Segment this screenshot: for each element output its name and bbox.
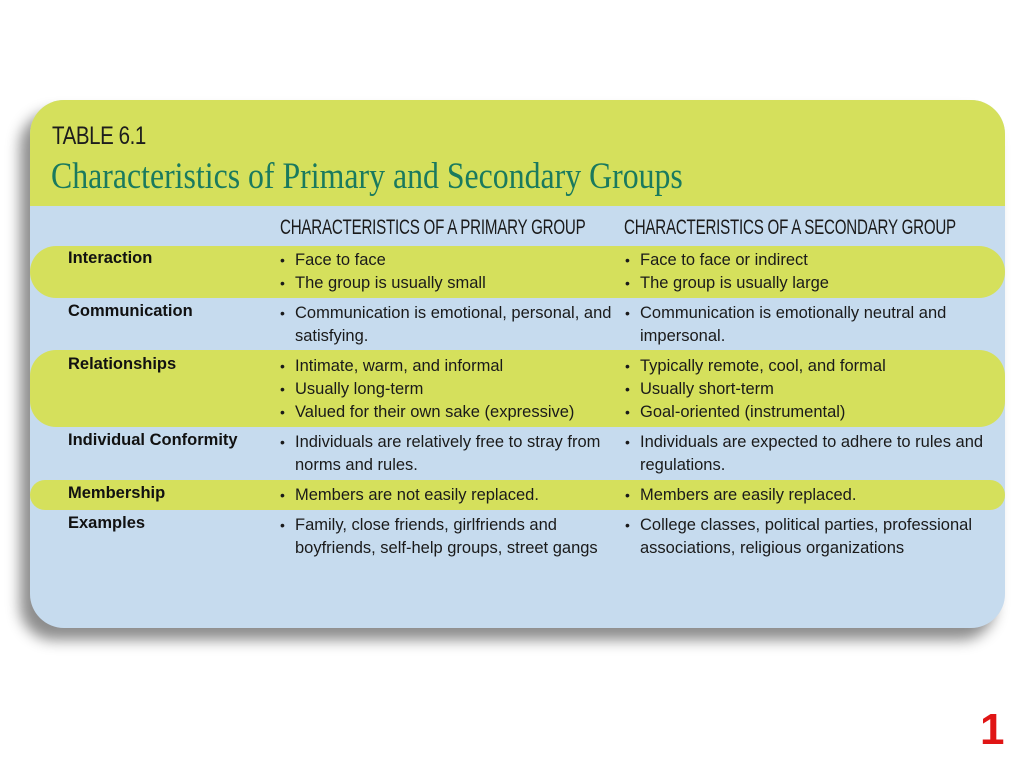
list-item: • The group is usually large xyxy=(623,272,993,295)
list-item: • Usually short-term xyxy=(623,378,993,401)
list-item: • Members are easily replaced. xyxy=(623,484,993,507)
primary-cell xyxy=(278,249,618,295)
list-item: • Face to face xyxy=(278,249,618,272)
secondary-cell xyxy=(623,355,993,424)
secondary-cell xyxy=(623,431,993,477)
primary-cell xyxy=(278,431,618,477)
row-label: Communication xyxy=(68,302,193,320)
slide-number: 1 xyxy=(980,705,1005,754)
list-item: • Individuals are expected to adhere to rules and regulations. xyxy=(623,431,993,477)
list-item: • Intimate, warm, and informal xyxy=(278,355,618,378)
list-item: • Members are not easily replaced. xyxy=(278,484,618,507)
list-item: • Face to face or indirect xyxy=(623,249,993,272)
list-item: • Communication is emotionally neutral and impersonal. xyxy=(623,302,993,348)
secondary-cell xyxy=(623,302,993,348)
primary-cell xyxy=(278,484,618,507)
row-label: Relationships xyxy=(68,355,177,373)
list-item: • Usually long-term xyxy=(278,378,618,401)
table-title: Characteristics of Primary and Secondary Groups xyxy=(51,156,683,197)
secondary-cell xyxy=(623,484,993,507)
primary-cell xyxy=(278,355,618,424)
table-number: TABLE 6.1 xyxy=(52,122,146,150)
list-item: • Individuals are relatively free to stray from norms and rules. xyxy=(278,431,618,477)
column-header-primary: CHARACTERISTICS OF A PRIMARY GROUP xyxy=(280,216,586,239)
secondary-cell xyxy=(623,249,993,295)
row-label: Membership xyxy=(68,484,166,502)
row-label: Individual Conformity xyxy=(68,431,238,449)
list-item: • Family, close friends, girlfriends and boyfriends, self-help groups, street gangs xyxy=(278,514,618,560)
list-item: • The group is usually small xyxy=(278,272,618,295)
list-item: • Goal-oriented (instrumental) xyxy=(623,401,993,424)
secondary-cell xyxy=(623,514,993,560)
list-item: • Communication is emotional, personal, and satisfying. xyxy=(278,302,618,348)
list-item: • Typically remote, cool, and formal xyxy=(623,355,993,378)
primary-cell xyxy=(278,302,618,348)
row-label: Interaction xyxy=(68,249,153,267)
list-item: • Valued for their own sake (expressive) xyxy=(278,401,618,424)
table-card xyxy=(30,100,1005,628)
column-header-secondary: CHARACTERISTICS OF A SECONDARY GROUP xyxy=(624,216,956,239)
list-item: • College classes, political parties, professional associations, religious organizations xyxy=(623,514,993,560)
primary-cell xyxy=(278,514,618,560)
row-label: Examples xyxy=(68,514,146,532)
